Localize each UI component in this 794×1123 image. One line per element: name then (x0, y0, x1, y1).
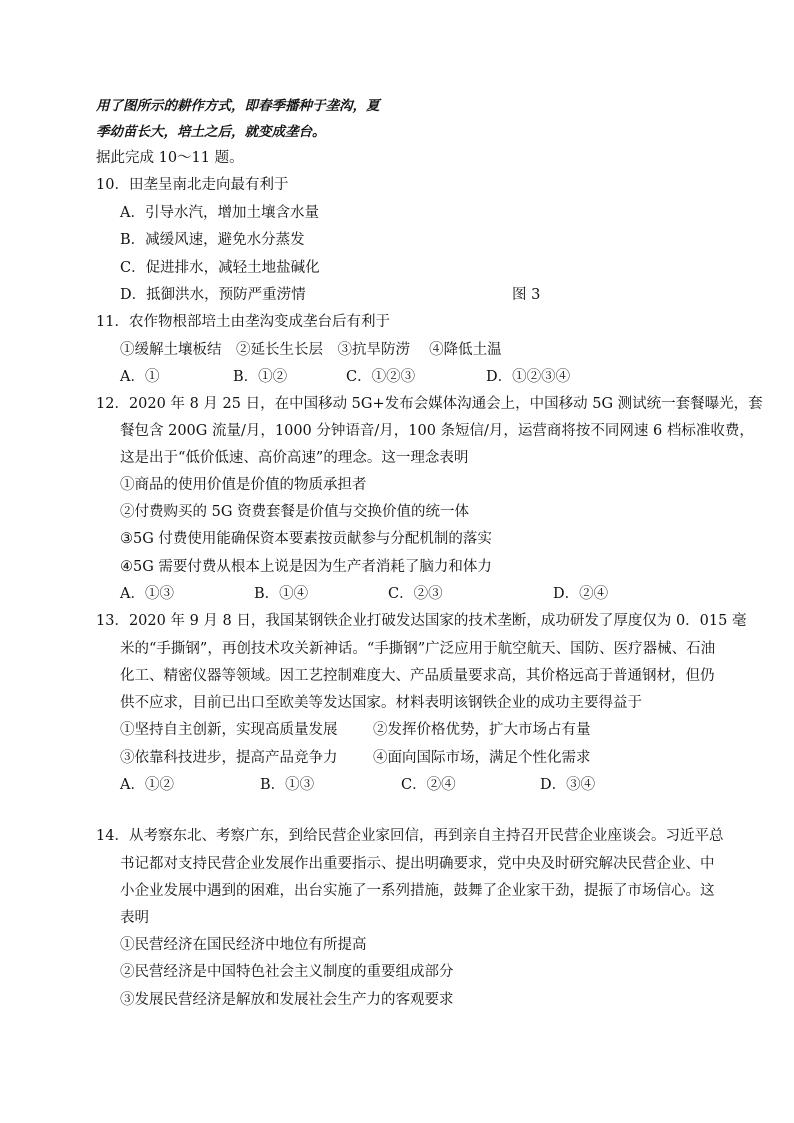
q10-option-d: D．抵御洪水，预防严重涝情 (120, 287, 306, 303)
q12-option-d: D．②④ (553, 586, 609, 602)
q14-stem-line-4: 表明 (120, 910, 149, 926)
intro-instruction: 据此完成 10～11 题。 (96, 150, 244, 166)
intro-line-2: 季幼苗长大，培土之后，就变成垄台。 (96, 124, 326, 140)
q11-option-a: A．① (120, 369, 160, 385)
q11-option-b: B．①② (233, 369, 288, 385)
q14-stem-line-2: 书记都对支持民营企业发展作出重要指示、提出明确要求，党中央及时研究解决民营企业、中 (120, 856, 715, 872)
q14-item-1: ①民营经济在国民经济中地位有所提高 (120, 937, 367, 953)
intro-line-1: 用了图所示的耕作方式，即春季播种于垄沟，夏 (96, 98, 380, 114)
q14-item-2: ②民营经济是中国特色社会主义制度的重要组成部分 (120, 964, 454, 980)
figure-label: 图 3 (512, 287, 541, 303)
q12-option-b: B．①④ (254, 586, 309, 602)
q12-item-3: ③5G 付费使用能确保资本要素按贡献参与分配机制的落实 (120, 531, 492, 547)
q12-item-4: ④5G 需要付费从根本上说是因为生产者消耗了脑力和体力 (120, 559, 492, 575)
q10-stem: 10．田垄呈南北走向最有利于 (96, 177, 289, 193)
q13-option-b: B．①③ (260, 777, 315, 793)
q12-item-1: ①商品的使用价值是价值的物质承担者 (120, 477, 367, 493)
q10-option-b: B．减缓风速，避免水分蒸发 (120, 232, 305, 248)
q12-stem-line-2: 餐包含 200G 流量/月，1000 分钟语音/月，100 条短信/月，运营商将按不同网速 6 档标准收费， (120, 423, 754, 439)
q13-stem-line-2: 米的“手撕钢”，再创技术攻关新神话。“手撕钢”广泛应用于航空航天、国防、医疗器械、石油 (120, 641, 716, 657)
q11-stem: 11．农作物根部培土由垄沟变成垄台后有利于 (96, 314, 390, 330)
q13-stem-line-1: 13．2020 年 9 月 8 日，我国某钢铁企业打破发达国家的技术垄断，成功研发了厚度仅为 0．015 毫 (96, 613, 747, 629)
q11-items: ①缓解土壤板结 ②延长生长层 ③抗旱防涝 ④降低土温 (120, 342, 502, 358)
q12-option-a: A．①③ (120, 586, 174, 602)
q12-item-2: ②付费购买的 5G 资费套餐是价值与交换价值的统一体 (120, 504, 470, 520)
q13-item-3: ③依靠科技进步，提高产品竞争力 (120, 750, 338, 766)
q13-option-d: D．③④ (540, 777, 596, 793)
q13-option-a: A．①② (120, 777, 174, 793)
q13-item-4: ④面向国际市场，满足个性化需求 (373, 750, 591, 766)
q11-option-d: D．①②③④ (486, 369, 571, 385)
q13-stem-line-4: 供不应求，目前已出口至欧美等发达国家。材料表明该钢铁企业的成功主要得益于 (120, 695, 642, 711)
q14-stem-line-1: 14．从考察东北、考察广东，到给民营企业家回信，再到亲自主持召开民营企业座谈会。习近平总 (96, 828, 724, 844)
q10-option-a: A．引导水汽，增加土壤含水量 (120, 205, 319, 221)
q13-item-2: ②发挥价格优势，扩大市场占有量 (373, 722, 591, 738)
q12-stem-line-1: 12．2020 年 8 月 25 日，在中国移动 5G+发布会媒体沟通会上，中国移动 5G 测试统一套餐曝光，套 (96, 396, 763, 412)
q14-item-3: ③发展民营经济是解放和发展社会生产力的客观要求 (120, 992, 454, 1008)
q14-stem-line-3: 小企业发展中遇到的困难，出台实施了一系列措施，鼓舞了企业家干劲，提振了市场信心。这 (120, 883, 715, 899)
q10-option-c: C．促进排水，减轻土地盐碱化 (120, 260, 320, 276)
q11-option-c: C．①②③ (346, 369, 416, 385)
q12-option-c: C．②③ (388, 586, 443, 602)
q13-stem-line-3: 化工、精密仪器等领域。因工艺控制难度大、产品质量要求高，其价格远高于普通钢材，但仍 (120, 668, 715, 684)
q13-option-c: C．②④ (401, 777, 456, 793)
q13-item-1: ①坚持自主创新，实现高质量发展 (120, 722, 338, 738)
q12-stem-line-3: 这是出于“低价低速、高价高速”的理念。这一理念表明 (120, 450, 469, 466)
